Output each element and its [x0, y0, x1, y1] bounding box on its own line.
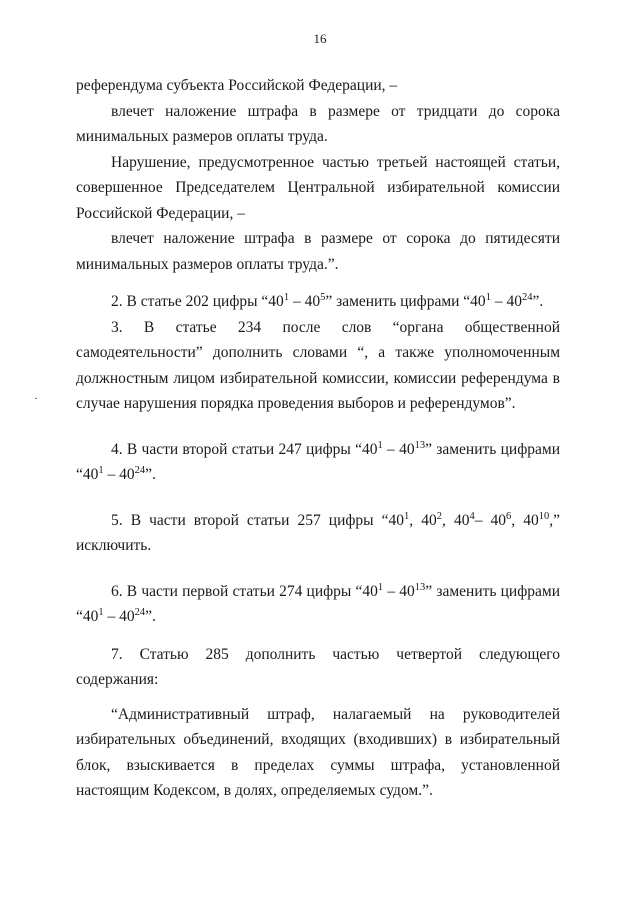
paragraph-quoted-amendment: “Административный штраф, налагаемый на руководителей избирательных объединений, входящих (входивших) в избирательный блок, взыскивается в пределах суммы штрафа, установленной настоящим Кодексом, в долях, определяемых судом.”.: [76, 705, 560, 799]
superscript: 24: [521, 292, 533, 303]
superscript: 1: [404, 510, 410, 522]
item-2-text: 2. В статье 202 цифры “40: [111, 293, 284, 310]
superscript: 13: [414, 581, 426, 593]
item-2-text: – 40: [490, 293, 522, 310]
item-2-text: ”.: [532, 293, 544, 310]
paragraph-penalty-1: влечет наложение штрафа в размере от тридцати до сорока минимальных размеров оплаты труда.: [76, 102, 560, 145]
item-5-text: ,” исключить.: [76, 511, 560, 554]
item-4-text: – 40: [382, 440, 415, 458]
scan-speck: [35, 398, 37, 399]
item-2-text: ” заменить цифрами “40: [325, 293, 486, 310]
superscript: 6: [506, 510, 512, 522]
page-number: 16: [313, 31, 327, 46]
paragraph-item-4: [76, 437, 560, 488]
item-4-text: ” заменить цифрами “40: [76, 440, 560, 483]
document-body: [76, 73, 560, 804]
superscript: 1: [377, 581, 384, 593]
superscript: 5: [320, 292, 326, 303]
superscript: 1: [283, 292, 290, 303]
paragraph-item-3: 3. В статье 234 после слов “органа общественной самодеятельности” дополнить словами “, а также уполномоченным должностным лицом избирательной комиссии, комиссии референдума в случае нарушения порядка проведения выборов и референдумов”.: [76, 318, 560, 412]
paragraph-item-6: [76, 579, 560, 630]
paragraph-item-2: [76, 289, 560, 315]
superscript: 2: [436, 510, 442, 522]
paragraph-item-7: 7. Статью 285 дополнить частью четвертой следующего содержания:: [76, 645, 560, 688]
superscript: 10: [538, 510, 550, 522]
item-4-text: ”.: [145, 466, 156, 483]
item-6-text: 6. В части первой статьи 274 цифры “40: [111, 582, 378, 600]
item-5-text: – 40: [474, 511, 507, 529]
item-4-text: 4. В части второй статьи 247 цифры “40: [111, 440, 378, 458]
item-5-text: , 40: [442, 511, 470, 529]
item-5-text: , 40: [409, 511, 437, 529]
item-6-text: ” заменить цифрами “40: [76, 582, 561, 625]
item-6-text: ”.: [145, 608, 156, 625]
paragraph-item-5: [76, 508, 560, 559]
superscript: 1: [485, 292, 491, 303]
paragraph-violation-chairman: Нарушение, предусмотренное частью третьей настоящей статьи, совершенное Председателем Центральной избирательной комиссии Российской Федерации, –: [76, 153, 560, 222]
item-5-text: , 40: [511, 511, 539, 529]
paragraph-penalty-2: влечет наложение штрафа в размере от сорока до пятидесяти минимальных размеров оплаты труда.”.: [76, 230, 560, 273]
superscript: 24: [134, 607, 146, 618]
paragraph-continuation: референдума субъекта Российской Федерации, –: [76, 77, 398, 94]
superscript: 1: [377, 439, 383, 451]
superscript: 24: [134, 465, 146, 476]
superscript: 1: [98, 465, 104, 476]
item-6-text: – 40: [383, 582, 415, 600]
item-4-text: – 40: [103, 466, 135, 483]
superscript: 4: [469, 510, 475, 522]
item-6-text: – 40: [103, 608, 135, 625]
item-2-text: – 40: [289, 293, 321, 310]
item-5-text: 5. В части второй статьи 257 цифры “40: [111, 511, 405, 529]
superscript: 13: [414, 439, 426, 451]
superscript: 1: [98, 607, 104, 618]
